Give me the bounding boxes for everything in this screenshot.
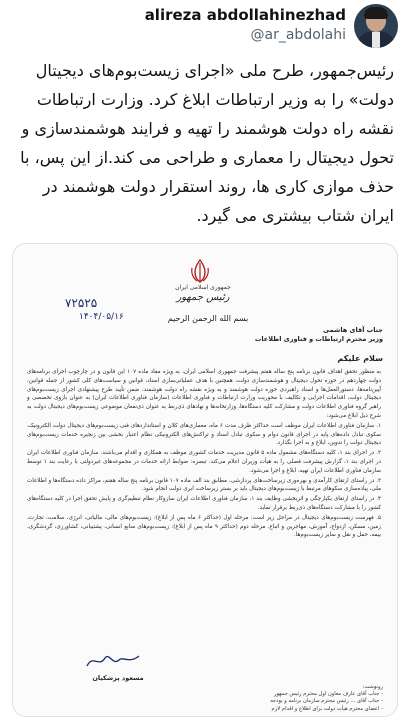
letter-paragraph: ۵. فهرست زیست‌بوم‌های دیجیتال در مراحل زیر است: مرحله اول (حداکثر ۶ ماه پس از ابلاغ): زیست‌بوم‌های مالی، مالیاتی، انرژی، سلامت، تجارت، زمین، مسکن، ازدواج، آموزش، مهاجرین و اتباع. مرحله دوم (حداکثر ۹ ماه پس از ابلاغ): زیست‌بوم‌های منابع انسانی، پشتیبانی، کشاورزی، گردشگری، بیمه، حمل و نقل و سایر زیست‌بوم‌ها.: [27, 514, 382, 539]
signer-name: مسعود پزشکیان: [92, 674, 144, 682]
signature-icon: [83, 650, 143, 672]
cc-line: رونوشت:: [362, 684, 383, 690]
letter-date: ۱۴۰۴/۰۵/۱۶: [79, 312, 124, 322]
letterhead-government: جمهوری اسلامی ایران: [175, 284, 231, 291]
iran-emblem-icon: [187, 258, 213, 284]
cc-line: - اعضای محترم هیأت دولت برای اطلاع و اقدام لازم: [271, 705, 383, 712]
tweet-text: رئیس‌جمهور، طرح ملی «اجرای زیست‌بوم‌های دیجیتال دولت» را به وزیر ارتباطات ابلاغ کرد. وزارت ارتباطات نقشه راه دولت هوشمند را تهیه و فرایند هوشمندسازی و تحول دیجیتال را معماری و طراحی می کند.از این پس، با حذف موازی کاری ها، روند استقرار دولت هوشمند در ایران شتاب بیشتری می گیرد.: [20, 61, 394, 225]
letter-body: [27, 368, 381, 541]
letter-salutation: سلام علیکم: [337, 354, 383, 363]
cc-line: - جناب آقای عارف معاون اول محترم رئیس جمهور: [274, 691, 383, 698]
avatar-hair: [364, 7, 388, 19]
letter-paragraph: ۴. در راستای ارتقای یکپارچگی و اثربخشی وظایف بند ۱، سازمان فناوری اطلاعات ایران سازوکار نظام تنظیم‌گری و پایش تحقق اجرا در کلیه دستگاه‌های کشور را با مشارکت دستگاه‌های ذی‌ربط برقرار نماید.: [27, 496, 381, 511]
tweet-header: [0, 0, 408, 60]
letter-paragraph: ۱. سازمان فناوری اطلاعات ایران موظف است حداکثر ظرف مدت ۶ ماه، معماری‌های کلان و استانداردهای فنی زیست‌بوم‌های دیجیتال دولت الکترونیک، سکوی تبادل داده‌های پایه در اجرای قانون دوام و سکوی تبادل اسناد و تراکنش‌های الکترونیکی نظام اعتبار بخشی بین زنجیره خدمات زیست‌بوم‌های دیجیتال دولت را تدوین، ابلاغ و به اجرا بگذارد.: [27, 422, 381, 447]
letter-paragraph: ۲. در اجرای بند ۱، کلیه دستگاه‌های مشمول ماده ۵ قانون مدیریت خدمات کشوری موظف به همکاری و اقدام می‌باشند. سازمان فناوری اطلاعات ایران در اجرای بند ۱، گزارش پیشرفت فصلی را به هیأت وزیران اعلام می‌کند. تبصره: ضوابط ارائه خدمات در مجموعه‌های غیردولتی با رعایت بند ۱ توسط سازمان فناوری اطلاعات ایران تهیه، ابلاغ و اجرا می‌شود.: [27, 450, 382, 474]
author-display-name[interactable]: alireza abdollahinezhad: [144, 6, 346, 24]
letter-recipient: [255, 326, 383, 344]
letter-cc-list: [270, 684, 383, 713]
basmala: بسم الله الرحمن الرحیم: [167, 314, 249, 323]
letter-number: ۷۲۵۲۵: [65, 296, 98, 310]
avatar[interactable]: [354, 4, 398, 48]
avatar-shirt: [372, 32, 380, 48]
letter-paragraph: ۳. در راستای ارتقای کارآمدی و بهره‌وری زیرساخت‌های پردازشی، مطابق بند الف ماده ۱۰۷ قانون برنامه پنج ساله هفتم، مراکز داده دستگاه‌ها و اطلاعات ملی، پیاده‌سازی سکوهای مرتبط با زیست‌بوم‌های دیجیتال باید بر بستر زیرساخت ابری دولت انجام شود.: [27, 477, 381, 493]
recipient-name: جناب آقای هاشمی: [323, 326, 383, 334]
attached-letter-image[interactable]: [12, 243, 398, 717]
letter-paragraph: به منظور تحقق اهداف قانون برنامه پنج ساله هفتم پیشرفت جمهوری اسلامی ایران، به ویژه مفاد ماده ۱۰۷ این قانون و در چارچوب اجرای برنامه‌های دولت چهاردهم در حوزه تحول دیجیتال و هوشمندسازی دولت، همچنین با هدف عملیاتی‌سازی اسناد، قوانین و سیاست‌های کلی کشور از جمله قوانین، آیین‌نامه‌ها، دستورالعمل‌ها و اسناد راهبردی حوزه دولت هوشمند و به ویژه نقشه راه دولت هوشمند، ضمن تأیید طرح پیشنهادی اجرای زیست‌بوم‌های دیجیتال دولت، اقدامات اجرایی و تکالیف با محوریت وزارت ارتباطات و فناوری اطلاعات (سازمان فناوری اطلاعات ایران) به عنوان بازوی تخصصی و راهبر گروه فناوری اطلاعات دولت و مشارکت کلیه دستگاه‌ها، وزارتخانه‌ها و نهادهای ذی‌ربط به عنوان ذی‌نفعان موضوعی زیست‌بوم‌های دیجیتال دولت به شرح ذیل ابلاغ می‌شود:: [27, 369, 381, 419]
letterhead-title: رئیس جمهور: [176, 292, 230, 303]
recipient-position: وزیر محترم ارتباطات و فناوری اطلاعات: [254, 335, 383, 343]
author-handle[interactable]: @ar_abdolahi: [250, 27, 346, 43]
cc-line: - جناب آقای ... رئیس محترم سازمان برنامه و بودجه: [270, 698, 383, 705]
